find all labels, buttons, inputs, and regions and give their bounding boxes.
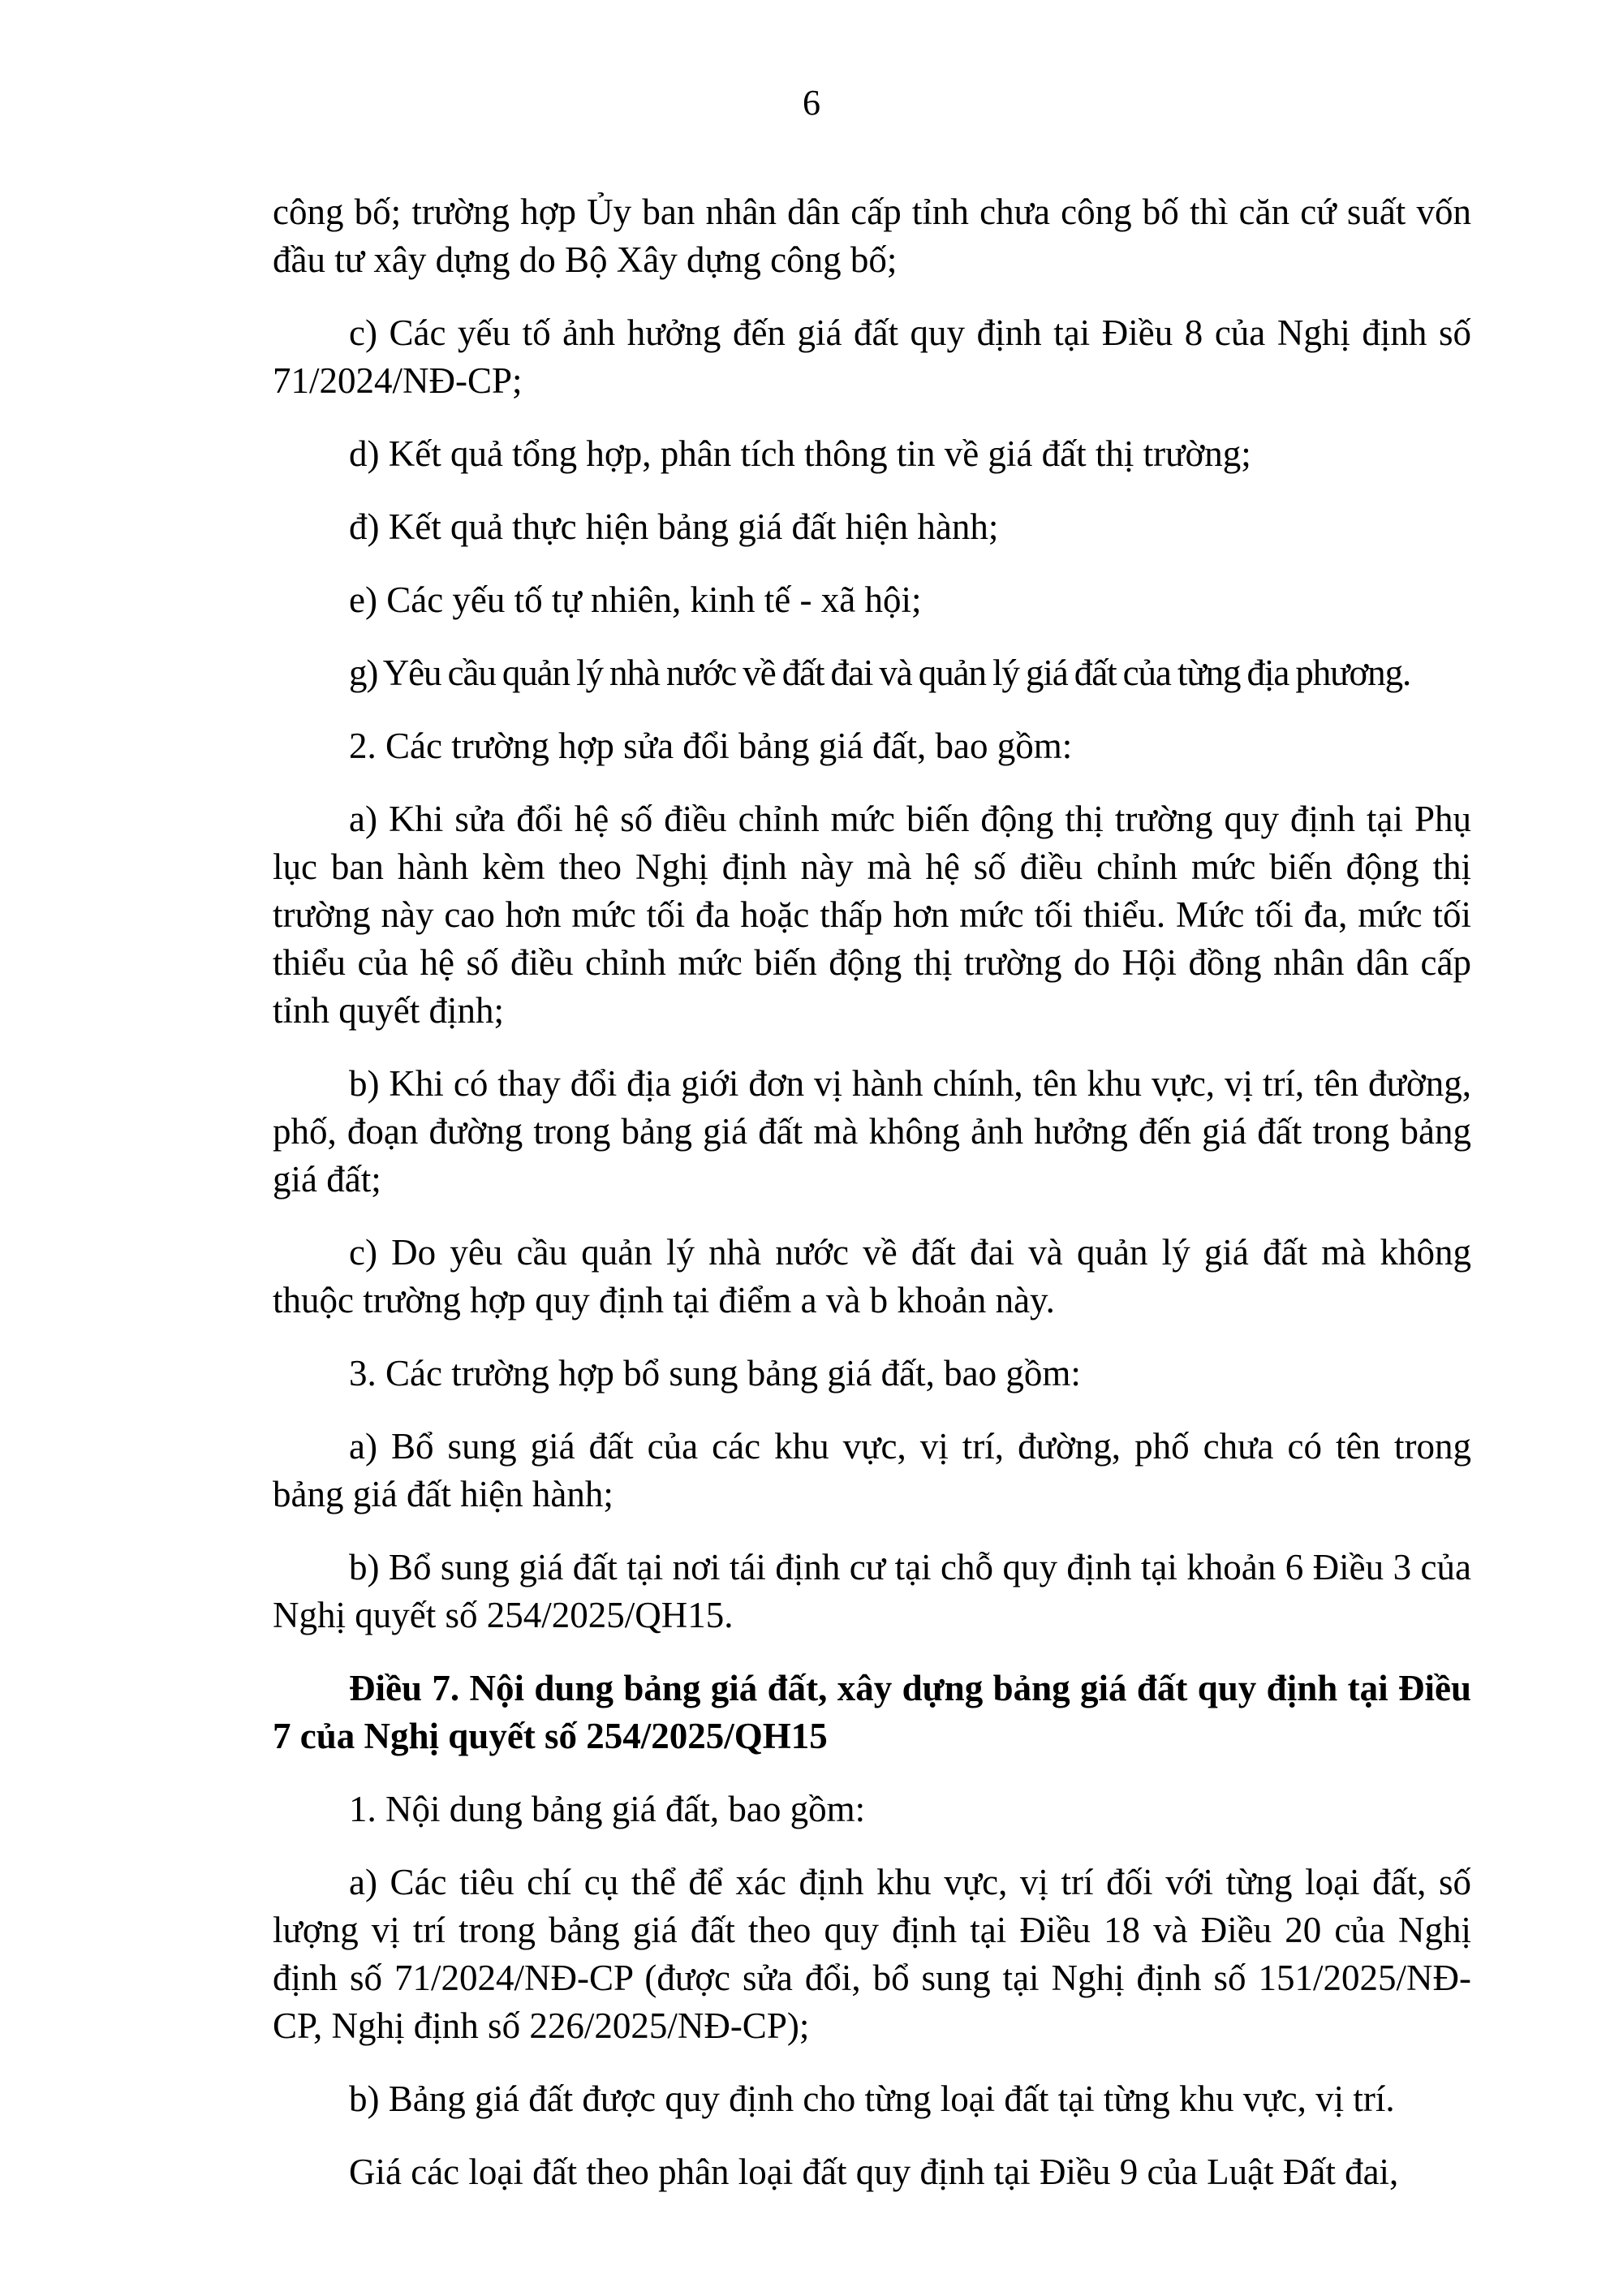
paragraph-point-d: d) Kết quả tổng hợp, phân tích thông tin về giá đất thị trường; [349, 433, 1251, 474]
paragraph-clause-2-point-b: b) Khi có thay đổi địa giới đơn vị hành chính, tên khu vực, vị trí, tên đường, phố, đoạn đường trong bảng giá đất mà không ảnh hưởng đến giá đất trong bảng giá đất; [273, 1063, 1471, 1200]
paragraph-clause-3: 3. Các trường hợp bổ sung bảng giá đất, bao gồm: [349, 1353, 1081, 1394]
paragraph-clause-3-point-a: a) Bổ sung giá đất của các khu vực, vị trí, đường, phố chưa có tên trong bảng giá đất hiện hành; [273, 1426, 1471, 1514]
paragraph-article-7-point-a: a) Các tiêu chí cụ thể để xác định khu vực, vị trí đối với từng loại đất, số lượng vị trí trong bảng giá đất theo quy định tại Điều 18 và Điều 20 của Nghị định số 71/2024/NĐ-CP (được sửa đổi, bổ sung tại Nghị định số 151/2025/NĐ-CP, Nghị định số 226/2025/NĐ-CP); [273, 1862, 1471, 2046]
paragraph-continuation: công bố; trường hợp Ủy ban nhân dân cấp tỉnh chưa công bố thì căn cứ suất vốn đầu tư xây dựng do Bộ Xây dựng công bố; [273, 192, 1471, 280]
paragraph-article-7-point-b: b) Bảng giá đất được quy định cho từng loại đất tại từng khu vực, vị trí. [349, 2078, 1395, 2119]
paragraph-point-g: g) Yêu cầu quản lý nhà nước về đất đai và quản lý giá đất của từng địa phương. [349, 653, 1411, 693]
paragraph-point-dd: đ) Kết quả thực hiện bảng giá đất hiện hành; [349, 506, 999, 547]
article-7-heading: Điều 7. Nội dung bảng giá đất, xây dựng bảng giá đất quy định tại Điều 7 của Nghị quyết số 254/2025/QH15 [273, 1668, 1471, 1756]
paragraph-point-c: c) Các yếu tố ảnh hưởng đến giá đất quy định tại Điều 8 của Nghị định số 71/2024/NĐ-CP; [273, 312, 1471, 401]
paragraph-clause-2: 2. Các trường hợp sửa đổi bảng giá đất, bao gồm: [349, 726, 1073, 766]
paragraph-clause-2-point-c: c) Do yêu cầu quản lý nhà nước về đất đai và quản lý giá đất mà không thuộc trường hợp quy định tại điểm a và b khoản này. [273, 1232, 1471, 1320]
paragraph-clause-3-point-b: b) Bổ sung giá đất tại nơi tái định cư tại chỗ quy định tại khoản 6 Điều 3 của Nghị quyết số 254/2025/QH15. [273, 1547, 1471, 1635]
page-number: 6 [803, 83, 820, 123]
document-body [273, 188, 1471, 2196]
paragraph-point-e: e) Các yếu tố tự nhiên, kinh tế - xã hội; [349, 579, 922, 620]
paragraph-article-7-clause-1: 1. Nội dung bảng giá đất, bao gồm: [349, 1789, 866, 1829]
paragraph-land-prices: Giá các loại đất theo phân loại đất quy định tại Điều 9 của Luật Đất đai, [349, 2152, 1399, 2192]
paragraph-clause-2-point-a: a) Khi sửa đổi hệ số điều chỉnh mức biến động thị trường quy định tại Phụ lục ban hành kèm theo Nghị định này mà hệ số điều chỉnh mức biến động thị trường này cao hơn mức tối đa hoặc thấp hơn mức tối thiểu. Mức tối đa, mức tối thiểu của hệ số điều chỉnh mức biến động thị trường do Hội đồng nhân dân cấp tỉnh quyết định; [273, 799, 1471, 1031]
